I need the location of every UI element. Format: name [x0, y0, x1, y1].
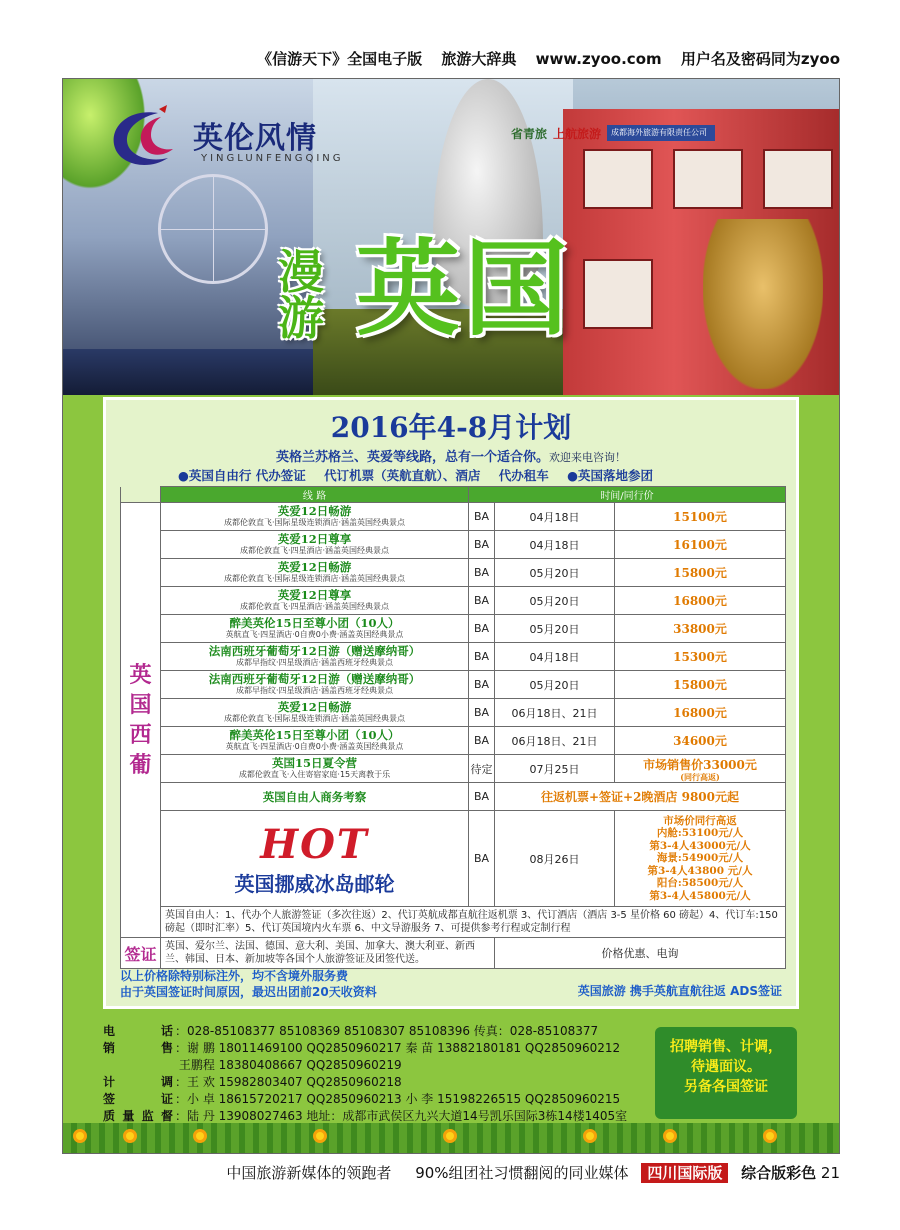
headline-roam: 漫游 [278, 245, 324, 345]
flower-icon [193, 1129, 207, 1143]
price-value: 33800元 [673, 622, 727, 636]
price-value: 市场销售价33000元 [643, 757, 757, 772]
date-cell: 06月18日、21日 [495, 727, 615, 755]
cruise-price-line: 内舱:53100元/人 [656, 827, 744, 840]
date-cell: 04月18日 [495, 531, 615, 559]
footer-banner [0, 1162, 840, 1183]
hot-badge-icon: HOT [260, 820, 369, 868]
contact-row [103, 1074, 663, 1091]
service-item: 代办租车 [498, 468, 549, 483]
plan-title: 2016年4-8月计划 [330, 411, 572, 444]
free-travel-note: 英国自由人：1、代办个人旅游签证（多次往返）2、代订英航成都直航往返机票 3、代订酒店（酒店 3-5 星价格 60 磅起）4、代订车:150 磅起（即时汇率）5、代订英国境内火车票 6、中文导游服务 7、可提供参考行程或定制行程 [161, 907, 786, 938]
price-cell [615, 671, 786, 699]
footer-edition-tag: 四川国际版 [641, 1163, 728, 1183]
route-cell [161, 531, 469, 559]
price-value: 16800元 [673, 594, 727, 608]
route-desc: 成都伦敦直飞·国际星级连锁酒店·涵盖英国经典景点 [223, 713, 406, 723]
route-cell [161, 559, 469, 587]
airline-cell: BA [469, 531, 495, 559]
cruise-cell [161, 811, 469, 907]
footer-slogan: 中国旅游新媒体的领跑者 [226, 1164, 392, 1182]
footnote-line: 由于英国签证时间原因，最迟出团前20天收资料 [120, 985, 377, 999]
contact-text: ：陆 丹 13908027463 地址：成都市武侯区九兴大道14号凯乐国际3栋14楼1405室 [175, 1109, 628, 1123]
price-value: 15800元 [673, 566, 727, 580]
price-value: 15300元 [673, 650, 727, 664]
date-cell: 04月18日 [495, 643, 615, 671]
date-cell: 07月25日 [495, 755, 615, 783]
table-row [121, 938, 786, 969]
plan-subtitle [106, 446, 796, 465]
flower-icon [583, 1129, 597, 1143]
route-desc: 成都伦敦直飞·四星酒店·涵盖英国经典景点 [239, 601, 390, 611]
region-label: 英国 西葡 [121, 503, 161, 938]
brand-logo [103, 99, 403, 179]
price-value: 15100元 [673, 510, 727, 524]
route-cell [161, 671, 469, 699]
table-row [121, 907, 786, 938]
recruit-box [655, 1027, 797, 1119]
contact-info [103, 1023, 663, 1125]
header-route: 线 路 [161, 487, 469, 503]
cruise-price-line: 第3-4人43000元/人 [649, 839, 751, 852]
tour-plan-panel [103, 397, 799, 1009]
price-cell [615, 587, 786, 615]
date-cell: 08月26日 [495, 811, 615, 907]
table-row [121, 531, 786, 559]
footer-section: 综合版彩色 [741, 1164, 817, 1182]
flower-icon [443, 1129, 457, 1143]
route-desc: 成都早指纹·四星级酒店·涵盖西班牙经典景点 [235, 657, 394, 667]
price-cell [615, 503, 786, 531]
offer-cell: 往返机票+签证+2晚酒店 9800元起 [495, 783, 786, 811]
service-item: ●英国自由行 代办签证 [178, 468, 306, 483]
price-cell [615, 531, 786, 559]
service-item: 代订机票（英航直航）、酒店 [324, 468, 481, 483]
table-row [121, 755, 786, 783]
route-name: 英爱12日畅游 [277, 503, 352, 518]
flower-icon [763, 1129, 777, 1143]
contact-row [103, 1091, 663, 1108]
table-row [121, 615, 786, 643]
route-desc: 成都早指纹·四星级酒店·涵盖西班牙经典景点 [235, 685, 394, 695]
contact-label: 质量监督 [103, 1109, 173, 1123]
footnotes [120, 968, 377, 1000]
airline-cell: BA [469, 671, 495, 699]
date-cell: 05月20日 [495, 587, 615, 615]
service-list [178, 466, 798, 484]
date-cell: 05月20日 [495, 559, 615, 587]
date-cell: 06月18日、21日 [495, 699, 615, 727]
logo-swirl-icon [103, 103, 183, 173]
flower-icon [313, 1129, 327, 1143]
airline-cell: BA [469, 503, 495, 531]
recruit-line: 另备各国签证 [684, 1079, 768, 1095]
contact-label: 销售 [103, 1041, 173, 1055]
price-value: 16100元 [673, 538, 727, 552]
cruise-name: 英国挪威冰岛邮轮 [234, 871, 395, 896]
flower-icon [663, 1129, 677, 1143]
table-row [121, 671, 786, 699]
route-cell [161, 755, 469, 783]
price-cell [615, 755, 786, 783]
plan-subtitle-small: 欢迎来电咨询！ [549, 451, 626, 464]
banner-dictionary: 旅游大辞典 [441, 50, 517, 68]
logo-pinyin: YINGLUNFENGQING [201, 153, 344, 164]
route-cell [161, 615, 469, 643]
route-cell [161, 587, 469, 615]
route-name: 英国15日夏令营 [271, 755, 357, 770]
airline-cell: BA [469, 643, 495, 671]
table-row [121, 587, 786, 615]
contact-label: 计调 [103, 1075, 173, 1089]
headline [278, 229, 618, 359]
itinerary-table [120, 486, 786, 969]
airline-cell: BA [469, 783, 495, 811]
recruit-line: 待遇面议。 [691, 1059, 761, 1075]
table-row [121, 643, 786, 671]
cruise-price-line: 海景:54900元/人 [656, 852, 744, 865]
price-cell [615, 559, 786, 587]
cruise-price-cell [615, 811, 786, 907]
banner-website[interactable]: www.zyoo.com [535, 50, 662, 68]
advert-page [62, 78, 840, 1154]
header-time-price: 时间/同行价 [469, 487, 786, 503]
route-desc: 成都伦敦直飞·入住寄宿家庭·15天离教于乐 [238, 769, 391, 779]
table-row [121, 699, 786, 727]
visa-note: 价格优惠、电询 [495, 938, 786, 969]
route-name: 法南西班牙葡萄牙12日游（赠送摩纳哥） [208, 671, 421, 686]
route-name: 醉美英伦15日至尊小团（10人） [229, 615, 400, 630]
partner-cyts: 省青旅 [511, 126, 548, 141]
route-desc: 成都伦敦直飞·四星酒店·涵盖英国经典景点 [239, 545, 390, 555]
route-name: 英爱12日畅游 [277, 699, 352, 714]
route-name: 法南西班牙葡萄牙12日游（赠送摩纳哥） [208, 643, 421, 658]
cruise-price-line: 第3-4人45800元/人 [649, 889, 751, 902]
contact-row [103, 1040, 663, 1057]
price-value: 34600元 [673, 734, 727, 748]
route-desc: 成都伦敦直飞·国际星级连锁酒店·涵盖英国经典景点 [223, 573, 406, 583]
route-cell [161, 727, 469, 755]
cruise-price-line: 市场价同行高返 [663, 814, 737, 827]
airline-cell: BA [469, 727, 495, 755]
partner-sal-tours: 上航旅游 [553, 126, 602, 141]
table-row [121, 503, 786, 531]
contact-label: 签证 [103, 1092, 173, 1106]
contact-text: ：028-85108377 85108369 85108307 85108396 传真：028-85108377 [175, 1024, 599, 1038]
contact-text: ：谢 鹏 18011469100 QQ2850960217 秦 苗 13882180181 QQ2850960212 [175, 1041, 621, 1055]
route-cell [161, 643, 469, 671]
price-cell [615, 615, 786, 643]
airline-cell: 待定 [469, 755, 495, 783]
table-row [121, 783, 786, 811]
partner-chengdu-overseas: 成都海外旅游有限责任公司 [607, 125, 715, 141]
route-cell [161, 699, 469, 727]
flower-icon [73, 1129, 87, 1143]
contact-text: ：王 欢 15982803407 QQ2850960218 [175, 1075, 402, 1089]
airline-cell: BA [469, 615, 495, 643]
route-name: 英国自由人商务考察 [262, 789, 367, 804]
service-item: ●英国落地参团 [567, 468, 654, 483]
footer-media: 90%组团社习惯翻阅的同业媒体 [415, 1164, 629, 1182]
ads-line: 英国旅游 携手英航直航往返 ADS签证 [577, 984, 782, 998]
route-cell [161, 503, 469, 531]
page-number: 21 [820, 1164, 840, 1182]
route-name: 英爱12日尊享 [277, 587, 352, 602]
price-cell [615, 699, 786, 727]
contact-row [103, 1023, 663, 1040]
price-value: 15800元 [673, 678, 727, 692]
price-note: (同行高返) [680, 771, 720, 782]
footnote-line: 以上价格除特别标注外，均不含境外服务费 [120, 969, 349, 983]
cruise-price-line: 阳台:58500元/人 [656, 877, 744, 890]
table-row [121, 811, 786, 907]
table-row [121, 727, 786, 755]
logo-chinese: 英伦风情 [193, 121, 317, 156]
hero-collage [63, 79, 840, 395]
flower-icon [123, 1129, 137, 1143]
table-header [121, 487, 786, 503]
date-cell: 05月20日 [495, 615, 615, 643]
airline-cell: BA [469, 811, 495, 907]
visa-countries: 英国、爱尔兰、法国、德国、意大利、美国、加拿大、澳大利亚、新西兰、韩国、日本、新加坡等各国个人旅游签证及团签代送。 [161, 938, 495, 969]
cruise-price-line: 第3-4人43800 元/人 [647, 864, 753, 877]
top-banner [0, 48, 840, 69]
route-name: 英爱12日尊享 [277, 531, 352, 546]
london-eye-icon [158, 174, 268, 284]
contact-text: 王鹏程 18380408667 QQ2850960219 [175, 1058, 402, 1072]
golden-statue-icon [703, 219, 823, 389]
route-desc: 成都伦敦直飞·国际星级连锁酒店·涵盖英国经典景点 [223, 517, 406, 527]
flower-border [63, 1123, 840, 1154]
banner-login-hint: 用户名及密码同为zyoo [680, 50, 840, 68]
airline-cell: BA [469, 559, 495, 587]
route-desc: 英航直飞·四星酒店·0自费0小费·涵盖英国经典景点 [225, 629, 404, 639]
contact-row [103, 1057, 663, 1074]
route-name: 英爱12日畅游 [277, 559, 352, 574]
visa-label: 签证 [121, 938, 161, 969]
price-cell [615, 727, 786, 755]
date-cell: 04月18日 [495, 503, 615, 531]
airline-cell: BA [469, 699, 495, 727]
airline-cell: BA [469, 587, 495, 615]
recruit-line: 招聘销售、计调， [670, 1039, 782, 1055]
route-name: 醉美英伦15日至尊小团（10人） [229, 727, 400, 742]
banner-publication: 《信游天下》全国电子版 [257, 50, 423, 68]
price-value: 16800元 [673, 706, 727, 720]
route-desc: 英航直飞·四星酒店·0自费0小费·涵盖英国经典景点 [225, 741, 404, 751]
route-cell [161, 783, 469, 811]
date-cell: 05月20日 [495, 671, 615, 699]
table-row [121, 559, 786, 587]
contact-label: 电话 [103, 1024, 173, 1038]
headline-uk: 英国 [356, 228, 573, 350]
plan-subtitle-main: 英格兰苏格兰、英爱等线路，总有一个适合你。 [275, 450, 549, 465]
partner-logos [511, 113, 831, 153]
price-cell [615, 643, 786, 671]
contact-text: ：小 卓 18615720217 QQ2850960213 小 李 15198226515 QQ2850960215 [175, 1092, 621, 1106]
